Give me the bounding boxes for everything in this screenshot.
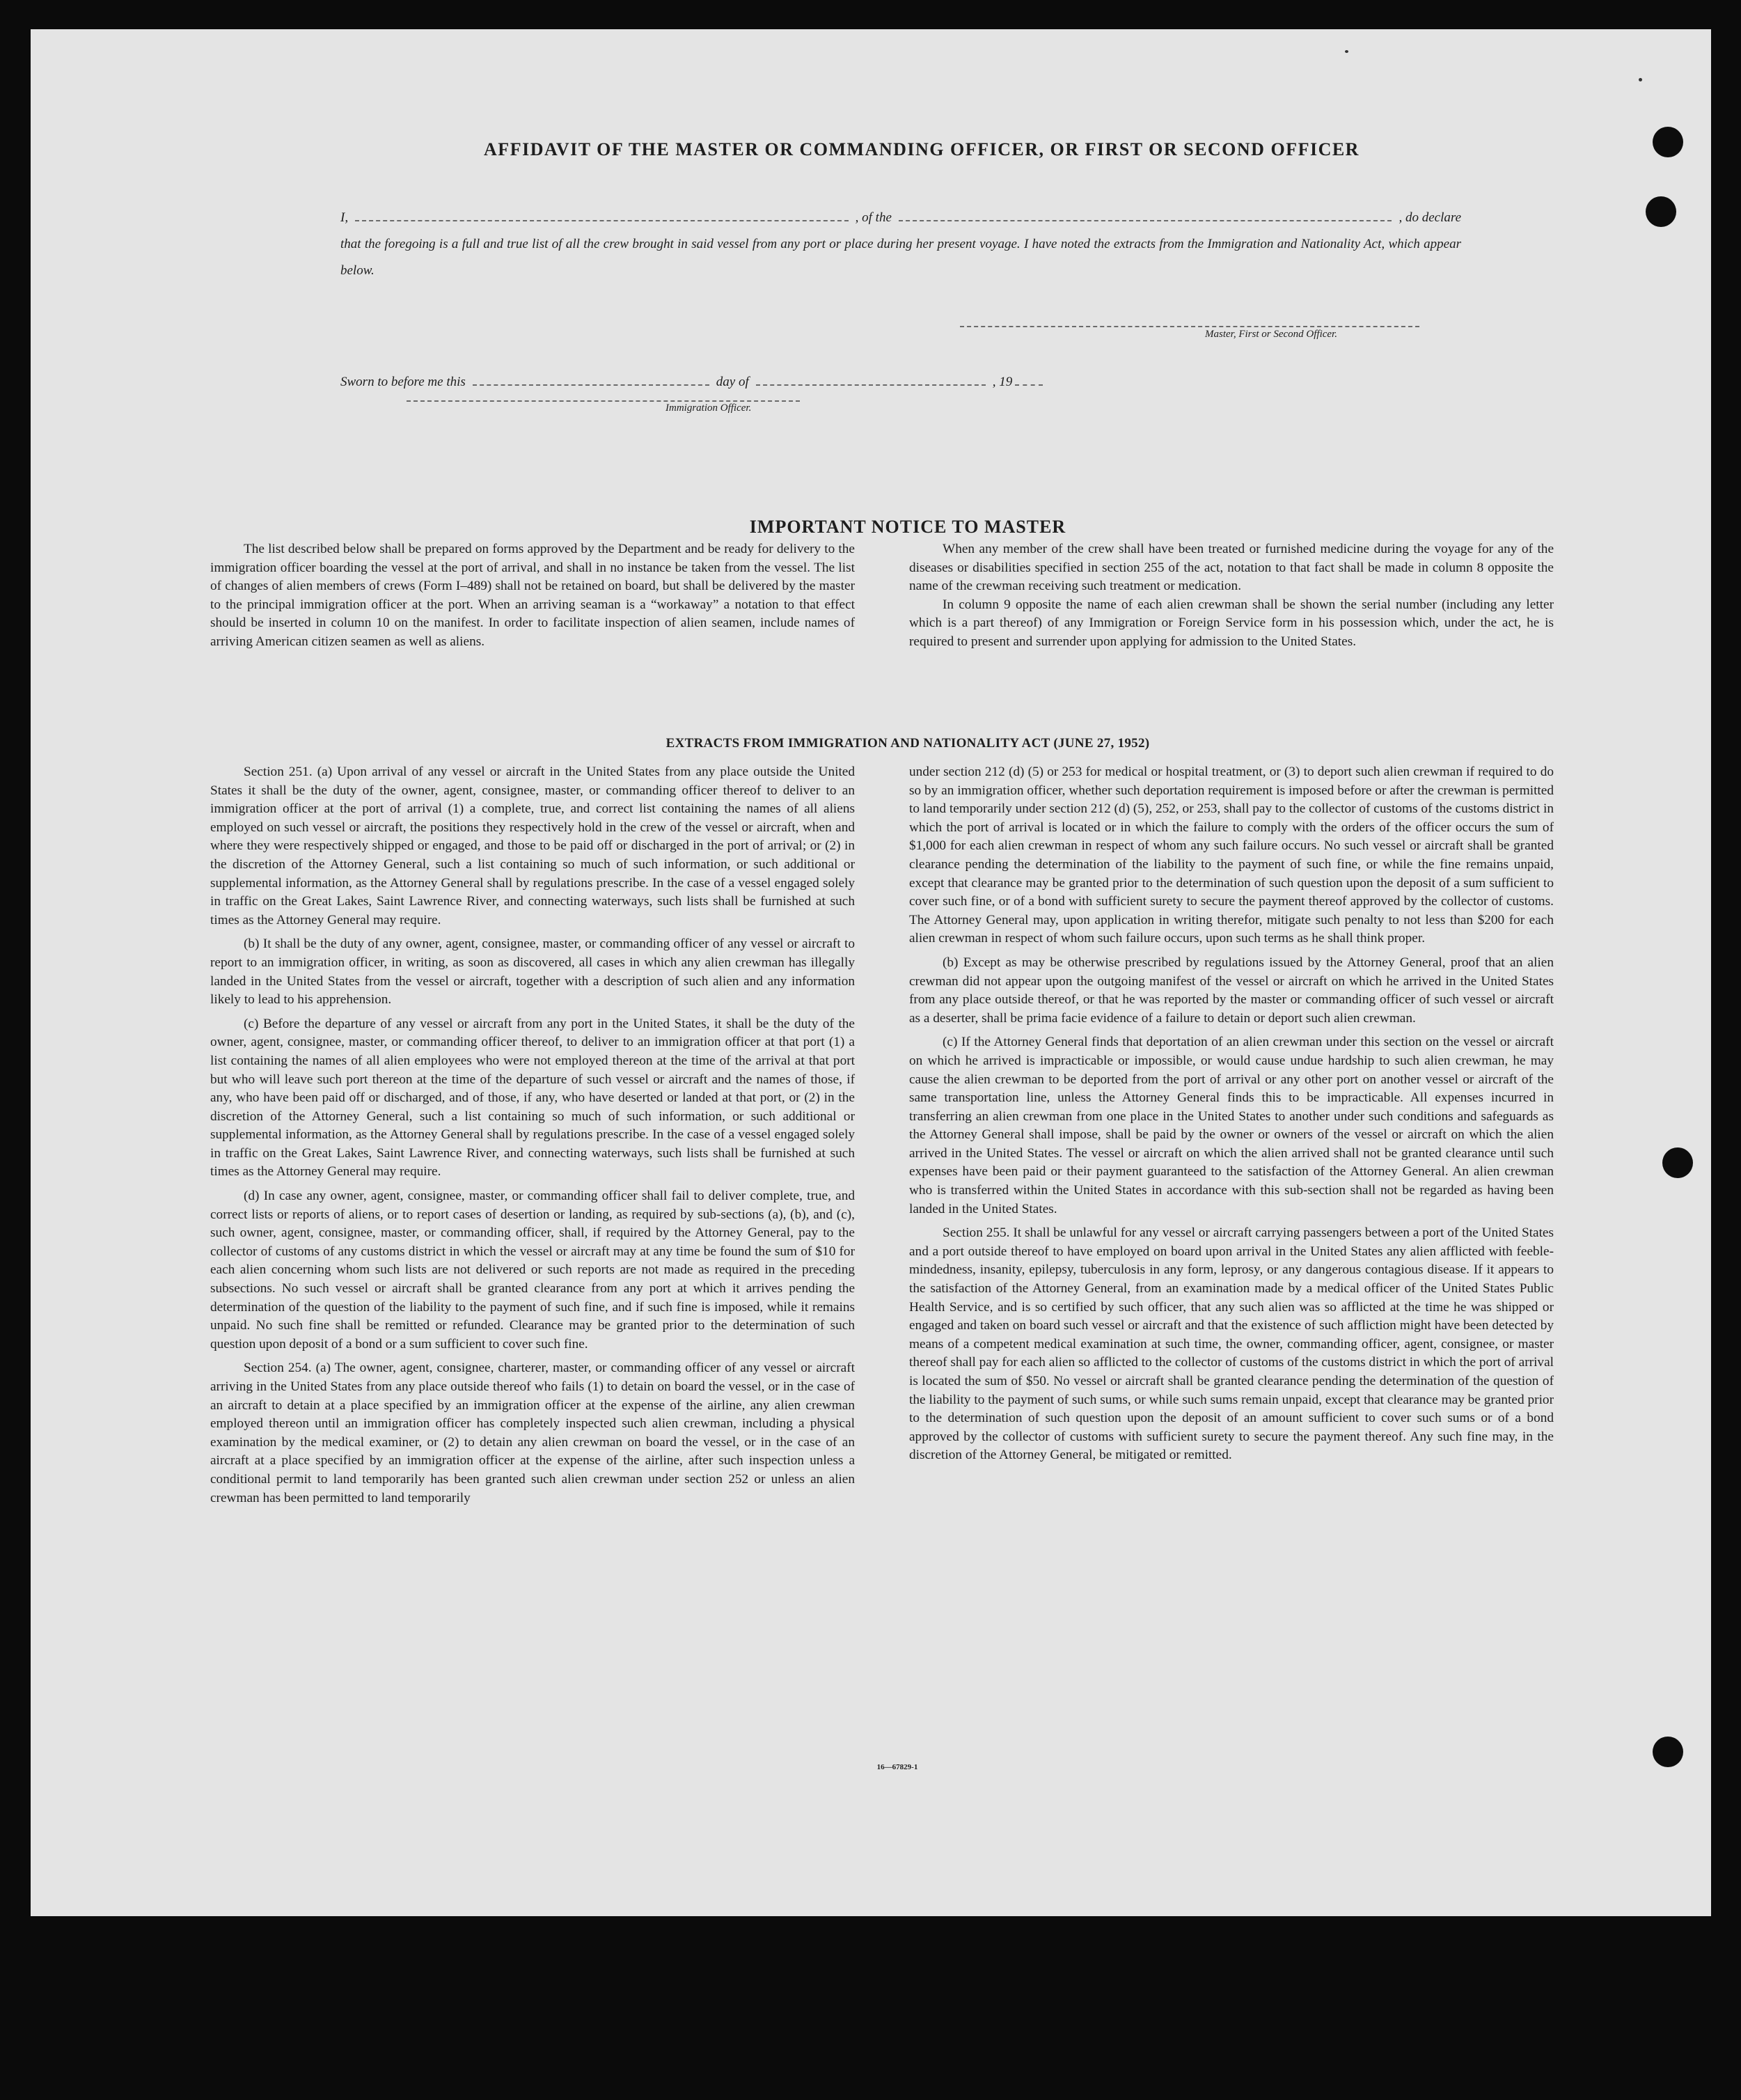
speck-mark [1639,78,1642,81]
punch-hole-top [1653,127,1683,157]
of-the-text: , of the [855,210,892,225]
section-254-b: (b) Except as may be otherwise prescribed by regulations issued by the Attorney General, proof that an alien crewman did not appear upon the outgoing manifest of the vessel or aircraft on which he arrived in the United States from any place outside thereof, or that he was reported by the master or commanding officer of such vessel or aircraft as a deserter, shall be prima facie evidence of a failure to detain or deport such alien crewman. [909,955,1554,1026]
extracts-title: EXTRACTS FROM IMMIGRATION AND NATIONALITY ACT (JUNE 27, 1952) [665,736,1150,751]
section-254-a: Section 254. (a) The owner, agent, consignee, charterer, master, or commanding officer of any vessel or aircraft arriving in the United States from any place outside thereof who fails (1) to detain on board the vessel, or in the case of an aircraft to detain at a place specified by an immigration officer at the expense of the airline, any alien crewman employed thereon until an immigration officer has completely inspected such alien crewman, including a physical examination by the medical examiner, or (2) to detain any alien crewman on board the vessel, or in the case of an aircraft at a place specified by an immigration officer at the expense of the airline, after such inspection unless a conditional permit to land temporarily has been granted such alien crewman under section 252 or unless an alien crewman has been permitted to land temporarily [210,1361,855,1505]
document-page [31,29,1711,1916]
form-code: 16—67829-1 [876,1763,918,1771]
do-declare-text: , do declare [1399,210,1462,225]
day-of-text: day of [716,375,749,389]
notice-paragraph: When any member of the crew shall have been treated or furnished medicine during the voyage for any of the diseases or disabilities specified in section 255 of the act, notation to that fact shall be made in column 8 opposite the name of the crewman receiving such treatment or medication. [909,542,1554,594]
section-251-d: (d) In case any owner, agent, consignee, master, or commanding officer shall fail to deliver complete, true, and correct lists or reports of aliens, or to report cases of desertion or landing, as required by sub-sections (a), (b), and (c), such owner, agent, consignee, master, or commanding officer, shall, if required by the Attorney General, pay to the collector of customs of any customs district in which the vessel or aircraft may at any time be found the sum of $10 for each alien concerning whom such lists are not delivered or such reports are not made as required in the preceding subsections. No such vessel or aircraft shall be granted clearance from any port at which it arrives pending the determination of the question of the liability to the payment of such fine, and if such fine is imposed, while it remains unpaid. No such fine shall be remitted or refunded. Clearance may be granted prior to the determination of such question upon deposit of a bond or a sum sufficient to cover such fine. [210,1189,855,1351]
master-signature-label: Master, First or Second Officer. [1205,329,1337,340]
declarant-name-blank [355,219,849,221]
punch-hole-bottom [1653,1737,1683,1767]
section-254-a-continued: under section 212 (d) (5) or 253 for medical or hospital treatment, or (3) to deport such alien crewman if required to do so by an immigration officer, whether such deportation requirement is imposed before or after the crewman is permitted to land temporarily under section 212 (d) (5), 252, or 253, shall pay to the collector of customs of the customs district in which the port of arrival is located or in which the failure to comply with the orders of the officer occurs the sum of $1,000 for each alien crewman in respect of whom any such failure occurs. No such vessel or aircraft shall be granted clearance pending the determination of the liability to the payment of such fine, or while the fine remains unpaid, except that clearance may be granted prior to the determination of such question upon the deposit of a sum sufficient to cover such fine, or of a bond with sufficient surety to secure the payment thereof approved by the collector of customs. The Attorney General may, upon application in writing therefor, mitigate such penalty to not less than $200 for each alien crewman in respect of whom such failure occurs, upon such terms as he shall think proper. [909,765,1554,946]
immigration-officer-label: Immigration Officer. [665,402,752,414]
notice-right-column [909,540,1554,652]
sworn-year-blank [1015,384,1043,386]
affidavit-title: AFFIDAVIT OF THE MASTER OR COMMANDING OFFICER, OR FIRST OR SECOND OFFICER [484,139,1360,159]
section-251-b: (b) It shall be the duty of any owner, agent, consignee, master, or commanding officer of any vessel or aircraft to report to an immigration officer, in writing, as soon as discovered, all cases in which any alien crewman has illegally landed in the United States from the vessel or aircraft, together with a description of such alien and any information likely to lead to his apprehension. [210,937,855,1008]
year-prefix: , 19 [992,375,1013,389]
extracts-left-column [210,763,855,1513]
notice-left-column [210,540,855,652]
vessel-name-blank [899,219,1392,221]
section-251-a: Section 251. (a) Upon arrival of any vessel or aircraft in the United States from any place outside the United States it shall be the duty of the owner, agent, consignee, master, or commanding officer thereof to deliver to an immigration officer at the port of arrival (1) a complete, true, and correct list containing the names of all aliens employed on such vessel or aircraft, the positions they respectively hold in the crew of the vessel or aircraft, when and where they were respectively shipped or engaged, and those to be paid off or discharged in the port of arrival; or (2) in the discretion of the Attorney General, such a list containing so much of such information, or such additional or supplemental information, as the Attorney General shall by regulations prescribe. In the case of a vessel engaged solely in traffic on the Great Lakes, Saint Lawrence River, and connecting waterways, such lists shall be furnished at such times as the Attorney General may require. [210,765,855,927]
punch-hole-upper [1646,196,1676,227]
section-251-c: (c) Before the departure of any vessel or aircraft from any port in the United States, it shall be the duty of the owner, agent, consignee, master, or commanding officer thereof, to deliver to an immigration officer at that port (1) a list containing the names of all alien employees who were not employed thereon at the time of the arrival at that port but who will leave such port thereon at the time of the departure of such vessel or aircraft and the names of those, if any, who have been paid off or discharged, and of those, if any, who have deserted or landed at that port, or (2) in the discretion of the Attorney General, such a list containing so much of such information, or such additional or supplemental information, as the Attorney General shall by regulations prescribe. In the case of a vessel engaged solely in traffic on the Great Lakes, Saint Lawrence River, and connecting waterways, such lists shall be furnished at such times as the Attorney General may require. [210,1016,855,1180]
speck-mark [1345,50,1348,53]
notice-title: IMPORTANT NOTICE TO MASTER [749,517,1066,537]
declaration-fill-row [340,205,1461,231]
notice-paragraph: In column 9 opposite the name of each alien crewman shall be shown the serial number (including any letter which is a part thereof) of any Immigration or Foreign Service form in his possession which, under the act, he is required to present and surrender upon applying for admission to the United States. [909,597,1554,649]
extracts-right-column [909,763,1554,1471]
declaration-text: that the foregoing is a full and true list of all the crew brought in said vessel from any port or place during her present voyage. I have noted the extracts from the Immigration and Nationality Act, which appear below. [340,237,1461,278]
master-signature-line [960,325,1419,327]
sworn-row [340,369,1176,395]
sworn-month-blank [756,384,986,386]
immigration-officer-signature-line [407,400,800,402]
sworn-fill-row [340,369,1176,395]
section-254-c: (c) If the Attorney General finds that deportation of an alien crewman under this section on the vessel or aircraft on which he arrived is impracticable or impossible, or would cause undue hardship to such alien crewman, he may cause the alien crewman to be deported from the port of arrival or any other port on another vessel or aircraft of the same transportation line, unless the Attorney General finds this to be impracticable. All expenses incurred in transferring an alien crewman from one place in the United States to another under such conditions and safeguards as the Attorney General shall impose, shall be paid by the owner or owners of the vessel or aircraft on which the alien arrived in the United States. The vessel or aircraft on which the alien arrived shall not be granted clearance until such expenses have been paid or their payment guaranteed to the satisfaction of the Attorney General. An alien crewman who is transferred within the United States in accordance with this sub-section shall not be regarded as having been landed in the United States. [909,1035,1554,1216]
sworn-prefix: Sworn to before me this [340,375,466,389]
declarant-prefix: I, [340,210,349,225]
punch-hole-middle [1662,1147,1693,1178]
sworn-day-blank [473,384,709,386]
declaration-block [340,205,1461,284]
notice-paragraph: The list described below shall be prepared on forms approved by the Department and be ready for delivery to the immigration officer boarding the vessel at the port of arrival, and shall in no instance be taken from the vessel. The list of changes of alien members of crews (Form I–489) shall not be retained on board, but shall be delivered by the master to the principal immigration officer at the port. When an arriving seaman is a “workaway” a notation to that effect should be inserted in column 10 on the manifest. In order to facilitate inspection of alien seamen, include names of arriving American citizen seamen as well as aliens. [210,542,855,649]
section-255: Section 255. It shall be unlawful for any vessel or aircraft carrying passengers between a port of the United States and a port outside thereof to have employed on board upon arrival in the United States any alien afflicted with feeble-mindedness, insanity, epilepsy, tuberculosis in any form, leprosy, or any dangerous contagious disease. If it appears to the satisfaction of the Attorney General, from an examination made by a medical officer of the United States Public Health Service, and is so certified by such officer, that any such alien was so afflicted at the time he was shipped or engaged and taken on board such vessel or aircraft and that the existence of such affliction might have been detected by means of a competent medical examination at such time, the owner, commanding officer, agent, consignee, or master thereof shall pay for each alien so afflicted to the collector of customs of the customs district in which the port of arrival is located the sum of $50. No vessel or aircraft shall be granted clearance pending the determination of the question of the liability to the payment of such sums, or while such sums remain unpaid, except that clearance may be granted prior to the determination of such question upon the deposit of an amount sufficient to cover such sums or of a bond approved by the collector of customs with sufficient surety to secure the payment thereof. Any such fine may, in the discretion of the Attorney General, be mitigated or remitted. [909,1225,1554,1463]
